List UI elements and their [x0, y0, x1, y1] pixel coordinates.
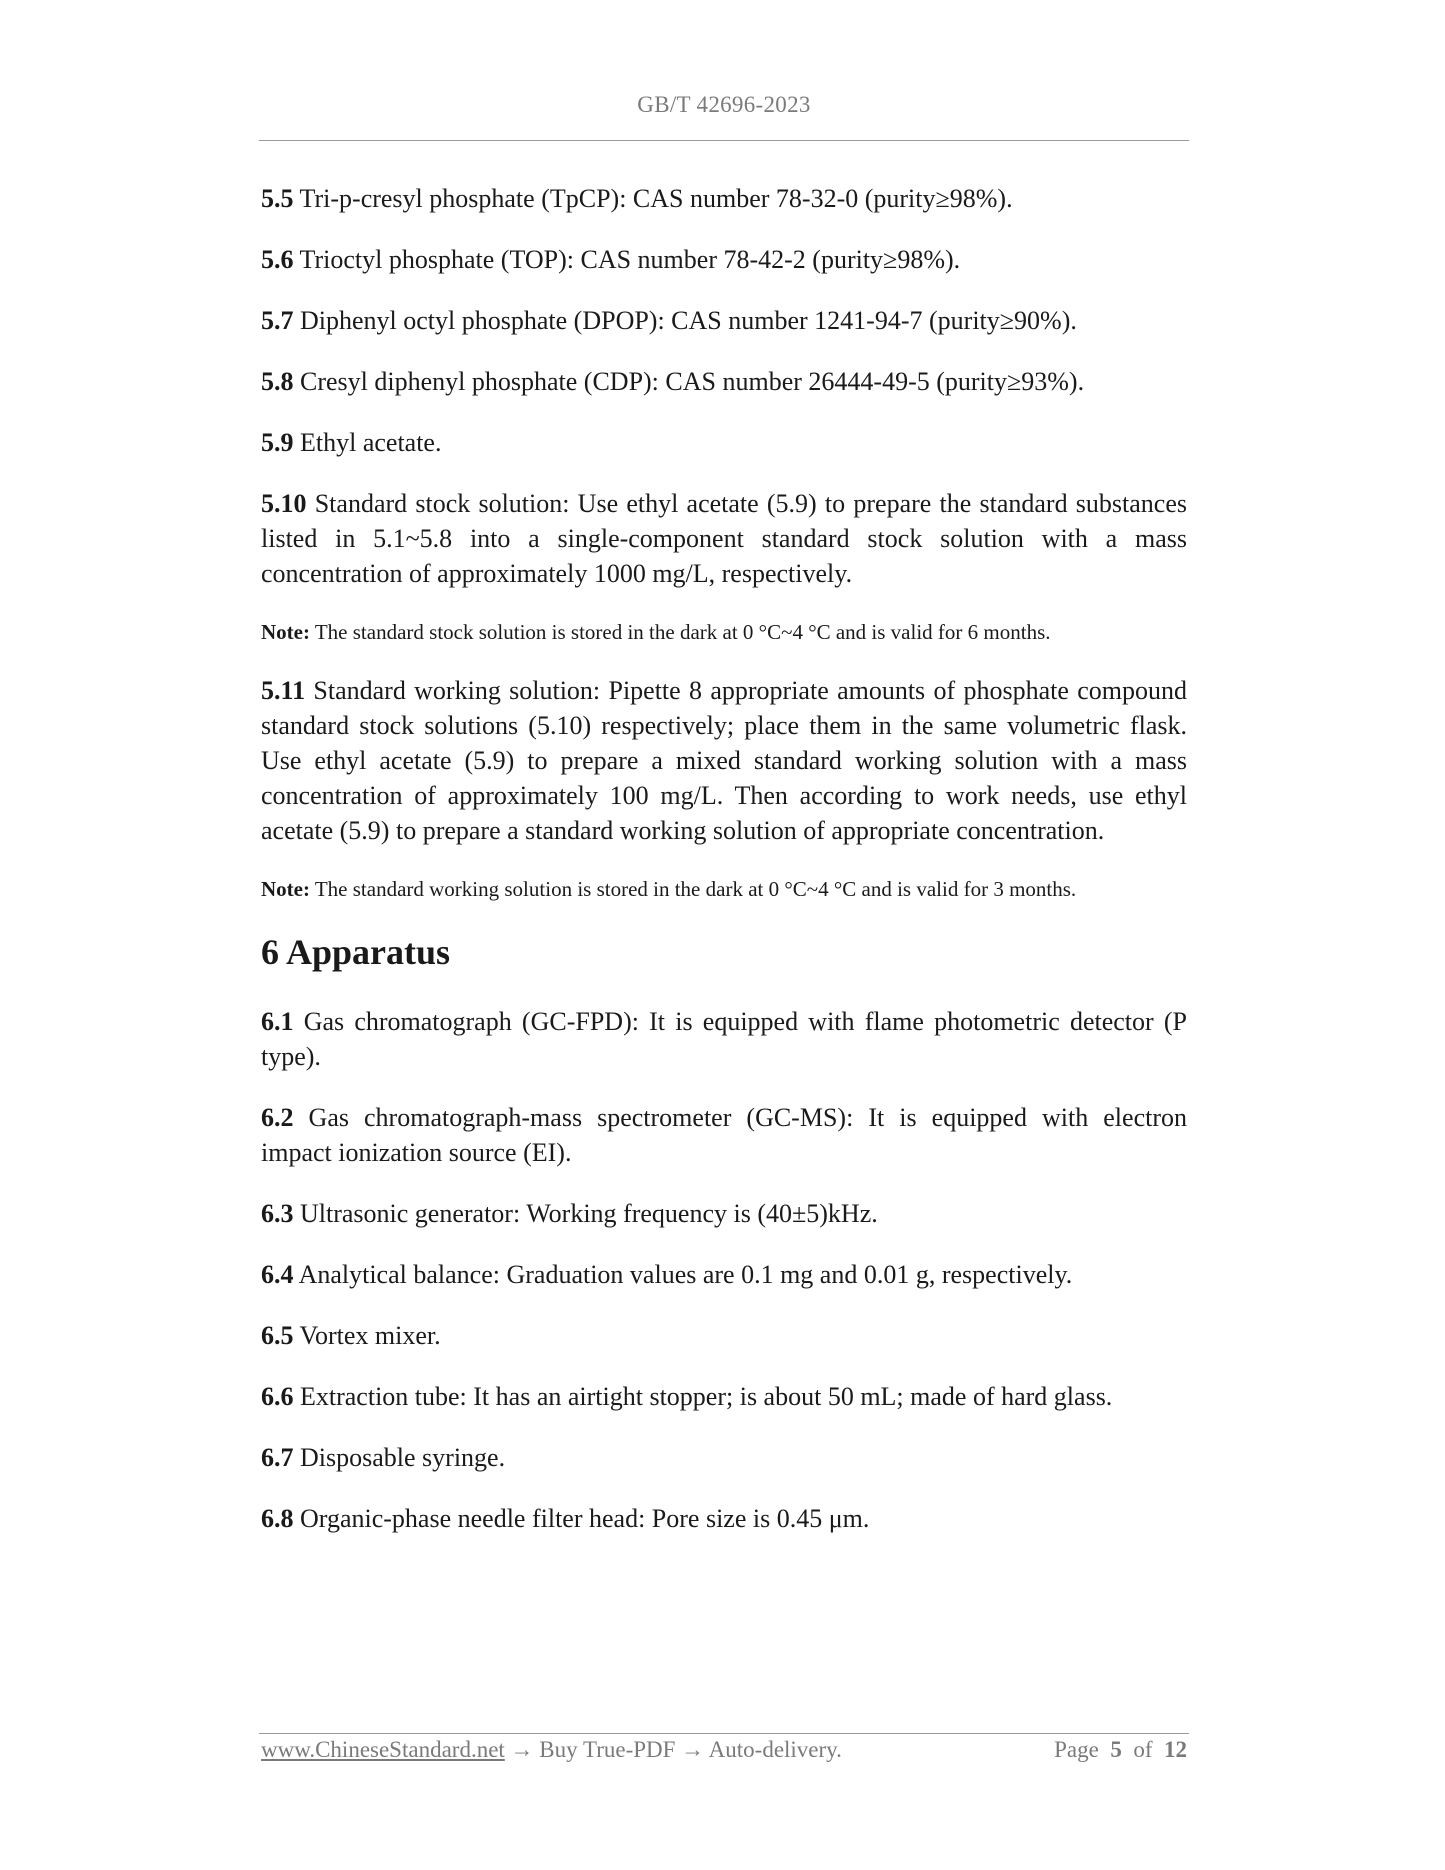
clause-text: Disposable syringe. — [293, 1443, 506, 1472]
clause-6-3 — [261, 1196, 1187, 1231]
clause-5-5 — [261, 181, 1187, 216]
clause-number: 5.7 — [261, 306, 294, 335]
clause-number: 5.8 — [261, 367, 294, 396]
note-text: The standard working solution is stored in the dark at 0 °C~4 °C and is valid for 3 months. — [309, 877, 1077, 901]
clause-5-8 — [261, 364, 1187, 399]
website-link[interactable]: www.ChineseStandard.net — [261, 1737, 505, 1762]
page-number: 5 — [1110, 1737, 1122, 1762]
clause-number: 6.8 — [261, 1504, 294, 1533]
clause-number: 6.2 — [261, 1103, 294, 1132]
clause-5-7 — [261, 303, 1187, 338]
clause-text: Vortex mixer. — [293, 1321, 441, 1350]
of-label: of — [1133, 1737, 1153, 1762]
page-footer — [261, 1737, 1187, 1763]
note-working-solution — [261, 874, 1187, 904]
clause-number: 5.11 — [261, 676, 306, 705]
clause-number: 6.6 — [261, 1382, 294, 1411]
note-stock-solution — [261, 617, 1187, 647]
clause-number: 6.7 — [261, 1443, 294, 1472]
clause-6-6 — [261, 1379, 1187, 1414]
clause-number: 5.10 — [261, 489, 307, 518]
clause-text: Gas chromatograph-mass spectrometer (GC-MS): It is equipped with electron impact ionization source (EI). — [261, 1103, 1187, 1167]
clause-6-2 — [261, 1100, 1187, 1170]
page-label: Page — [1054, 1737, 1099, 1762]
footer-promo — [261, 1737, 842, 1763]
clause-text: Standard working solution: Pipette 8 appropriate amounts of phosphate compound standard stock solutions (5.10) respectively; place them in the same volumetric flask. Use ethyl acetate (5.9) to prepare a mixed standard working solution with a mass concentration of approximately 100 mg/L. Then according to work needs, use ethyl acetate (5.9) to prepare a standard working solution of appropriate concentration. — [261, 676, 1187, 845]
page-total: 12 — [1164, 1737, 1187, 1762]
clause-5-10 — [261, 486, 1187, 591]
clause-6-1 — [261, 1004, 1187, 1074]
clause-5-9 — [261, 425, 1187, 460]
clause-number: 6.3 — [261, 1199, 294, 1228]
clause-text: Standard stock solution: Use ethyl acetate (5.9) to prepare the standard substances listed in 5.1~5.8 into a single-component standard stock solution with a mass concentration of approximately 1000 mg/L, respectively. — [261, 489, 1187, 588]
page-body — [261, 181, 1187, 1562]
clause-text: Cresyl diphenyl phosphate (CDP): CAS number 26444-49-5 (purity≥93%). — [293, 367, 1085, 396]
running-header: GB/T 42696-2023 — [637, 92, 811, 117]
clause-text: Diphenyl octyl phosphate (DPOP): CAS number 1241-94-7 (purity≥90%). — [293, 306, 1077, 335]
page-counter — [1054, 1737, 1187, 1763]
clause-text: Organic-phase needle filter head: Pore size is 0.45 μm. — [293, 1504, 870, 1533]
clause-text: Analytical balance: Graduation values are 0.1 mg and 0.01 g, respectively. — [293, 1260, 1073, 1289]
clause-number: 6.4 — [261, 1260, 294, 1289]
header-divider — [259, 140, 1189, 141]
section-heading-apparatus: 6 Apparatus — [261, 932, 451, 972]
clause-5-6 — [261, 242, 1187, 277]
clause-6-7 — [261, 1440, 1187, 1475]
clause-6-4 — [261, 1257, 1187, 1292]
footer-promo-text: → Buy True-PDF → Auto-delivery. — [504, 1737, 842, 1762]
footer-divider — [259, 1733, 1189, 1734]
clause-5-11 — [261, 673, 1187, 848]
clause-text: Extraction tube: It has an airtight stopper; is about 50 mL; made of hard glass. — [293, 1382, 1113, 1411]
clause-6-5 — [261, 1318, 1187, 1353]
clause-text: Tri-p-cresyl phosphate (TpCP): CAS number 78-32-0 (purity≥98%). — [293, 184, 1013, 213]
clause-number: 5.6 — [261, 245, 294, 274]
note-text: The standard stock solution is stored in the dark at 0 °C~4 °C and is valid for 6 months. — [309, 620, 1051, 644]
clause-text: Trioctyl phosphate (TOP): CAS number 78-42-2 (purity≥98%). — [293, 245, 961, 274]
clause-number: 5.5 — [261, 184, 294, 213]
note-label: Note: — [261, 620, 310, 644]
clause-number: 5.9 — [261, 428, 294, 457]
note-label: Note: — [261, 877, 310, 901]
clause-6-8 — [261, 1501, 1187, 1536]
clause-number: 6.5 — [261, 1321, 294, 1350]
clause-text: Ethyl acetate. — [293, 428, 442, 457]
clause-text: Ultrasonic generator: Working frequency is (40±5)kHz. — [293, 1199, 878, 1228]
clause-text: Gas chromatograph (GC-FPD): It is equipped with flame photometric detector (P type). — [261, 1007, 1187, 1071]
clause-number: 6.1 — [261, 1007, 294, 1036]
